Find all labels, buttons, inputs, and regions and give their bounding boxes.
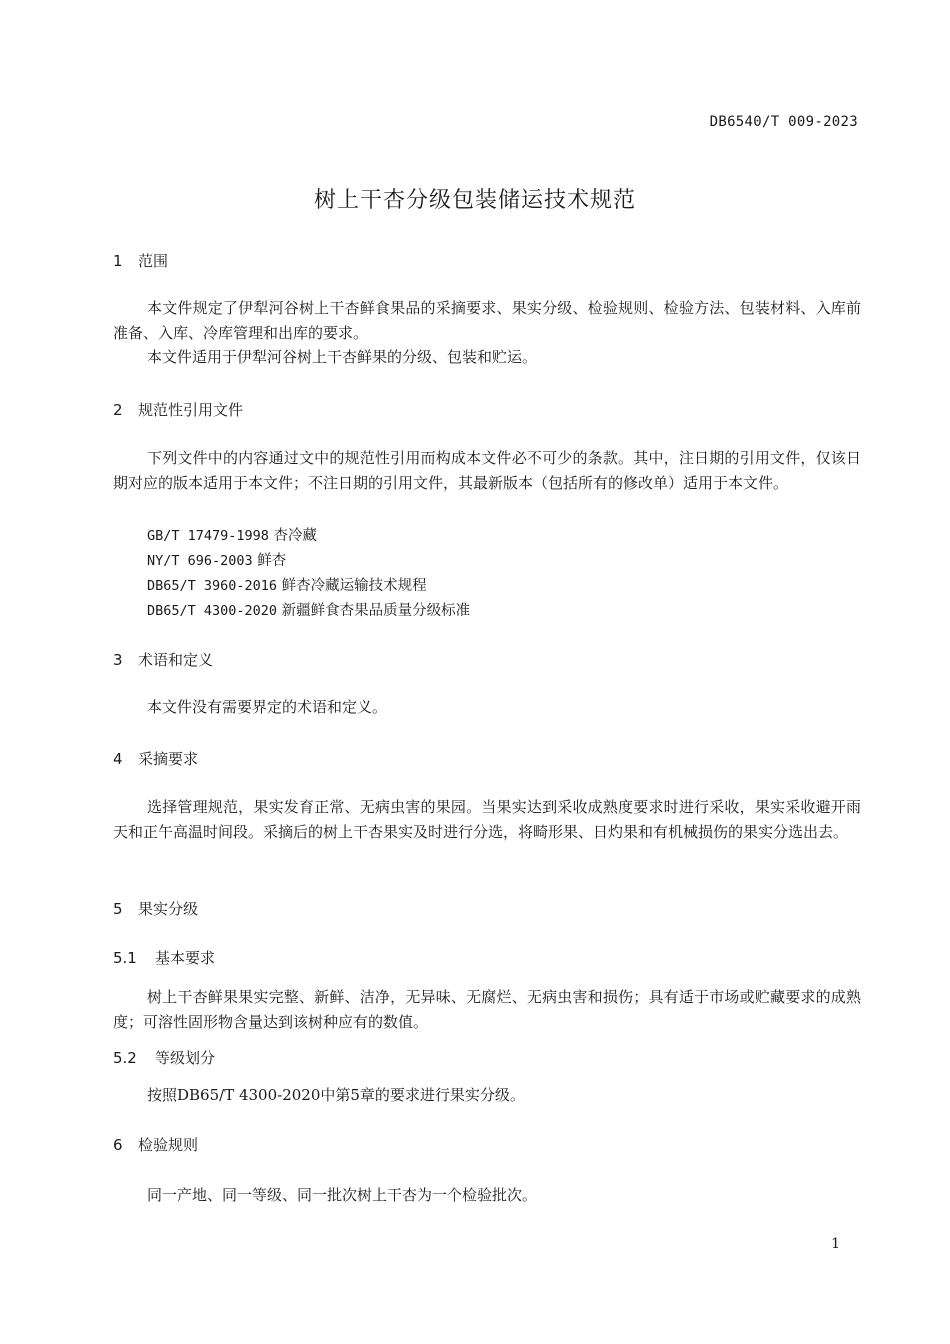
section-title: 采摘要求 xyxy=(138,750,199,768)
section-title: 范围 xyxy=(138,252,169,270)
paragraph: 选择管理规范，果实发育正常、无病虫害的果园。当果实达到采收成熟度要求时进行采收，果实采收避开雨天和正午高温时间段。采摘后的树上干杏果实及时进行分选，将畸形果、日灼果和有机械损伤的果实分选出去。 xyxy=(113,798,861,841)
subsection-number: 5.2 xyxy=(113,1049,137,1067)
reference-item xyxy=(147,599,470,620)
paragraph: 同一产地、同一等级、同一批次树上干杏为一个检验批次。 xyxy=(147,1186,538,1204)
reference-name: 新疆鲜食杏果品质量分级标准 xyxy=(281,603,471,619)
section-number: 6 xyxy=(113,1136,123,1154)
reference-item xyxy=(147,524,317,545)
section-heading-scope xyxy=(113,250,168,271)
reference-item xyxy=(147,549,286,570)
document-title: 树上干杏分级包装储运技术规范 xyxy=(313,188,636,213)
reference-name: 杏冷藏 xyxy=(273,528,318,544)
paragraph: 下列文件中的内容通过文中的规范性引用而构成本文件必不可少的条款。其中，注日期的引用文件，仅该日期对应的版本适用于本文件；不注日期的引用文件，其最新版本（包括所有的修改单）适用于本文件。 xyxy=(113,449,861,492)
reference-name: 鲜杏 xyxy=(257,553,287,569)
section-number: 1 xyxy=(113,252,123,270)
section-number: 5 xyxy=(113,900,123,918)
subsection-title: 等级划分 xyxy=(155,1049,216,1067)
paragraph: 按照DB65/T 4300-2020中第5章的要求进行果实分级。 xyxy=(147,1086,525,1104)
reference-code: NY/T 696-2003 xyxy=(147,553,253,569)
reference-item xyxy=(147,574,427,595)
document-code: DB6540/T 009-2023 xyxy=(709,114,858,130)
section-heading-terms-definitions xyxy=(113,649,213,670)
reference-code: DB65/T 4300-2020 xyxy=(147,603,278,619)
paragraph: 本文件规定了伊犁河谷树上干杏鲜食果品的采摘要求、果实分级、检验规则、检验方法、包装材料、入库前准备、入库、冷库管理和出库的要求。 xyxy=(113,299,861,342)
page-number: 1 xyxy=(831,1236,840,1252)
subsection-title: 基本要求 xyxy=(155,949,216,967)
section-number: 2 xyxy=(113,401,123,419)
subsection-number: 5.1 xyxy=(113,949,137,967)
subsection-heading-grade-classification xyxy=(113,1047,215,1068)
section-heading-normative-references xyxy=(113,399,243,420)
paragraph: 本文件适用于伊犁河谷树上干杏鲜果的分级、包装和贮运。 xyxy=(147,348,538,366)
section-number: 4 xyxy=(113,750,123,768)
section-title: 检验规则 xyxy=(138,1136,199,1154)
paragraph: 树上干杏鲜果果实完整、新鲜、洁净，无异味、无腐烂、无病虫害和损伤；具有适于市场或贮藏要求的成熟度；可溶性固形物含量达到该树种应有的数值。 xyxy=(113,988,861,1031)
section-title: 术语和定义 xyxy=(138,651,214,669)
reference-code: DB65/T 3960-2016 xyxy=(147,578,278,594)
subsection-heading-basic-requirements xyxy=(113,947,215,968)
reference-code: GB/T 17479-1998 xyxy=(147,528,269,544)
section-heading-harvest-requirements xyxy=(113,748,198,769)
reference-name: 鲜杏冷藏运输技术规程 xyxy=(281,578,427,594)
section-title: 果实分级 xyxy=(138,900,199,918)
section-heading-inspection-rules xyxy=(113,1134,198,1155)
section-number: 3 xyxy=(113,651,123,669)
section-heading-fruit-grading xyxy=(113,898,198,919)
section-title: 规范性引用文件 xyxy=(138,401,244,419)
paragraph: 本文件没有需要界定的术语和定义。 xyxy=(147,698,388,716)
